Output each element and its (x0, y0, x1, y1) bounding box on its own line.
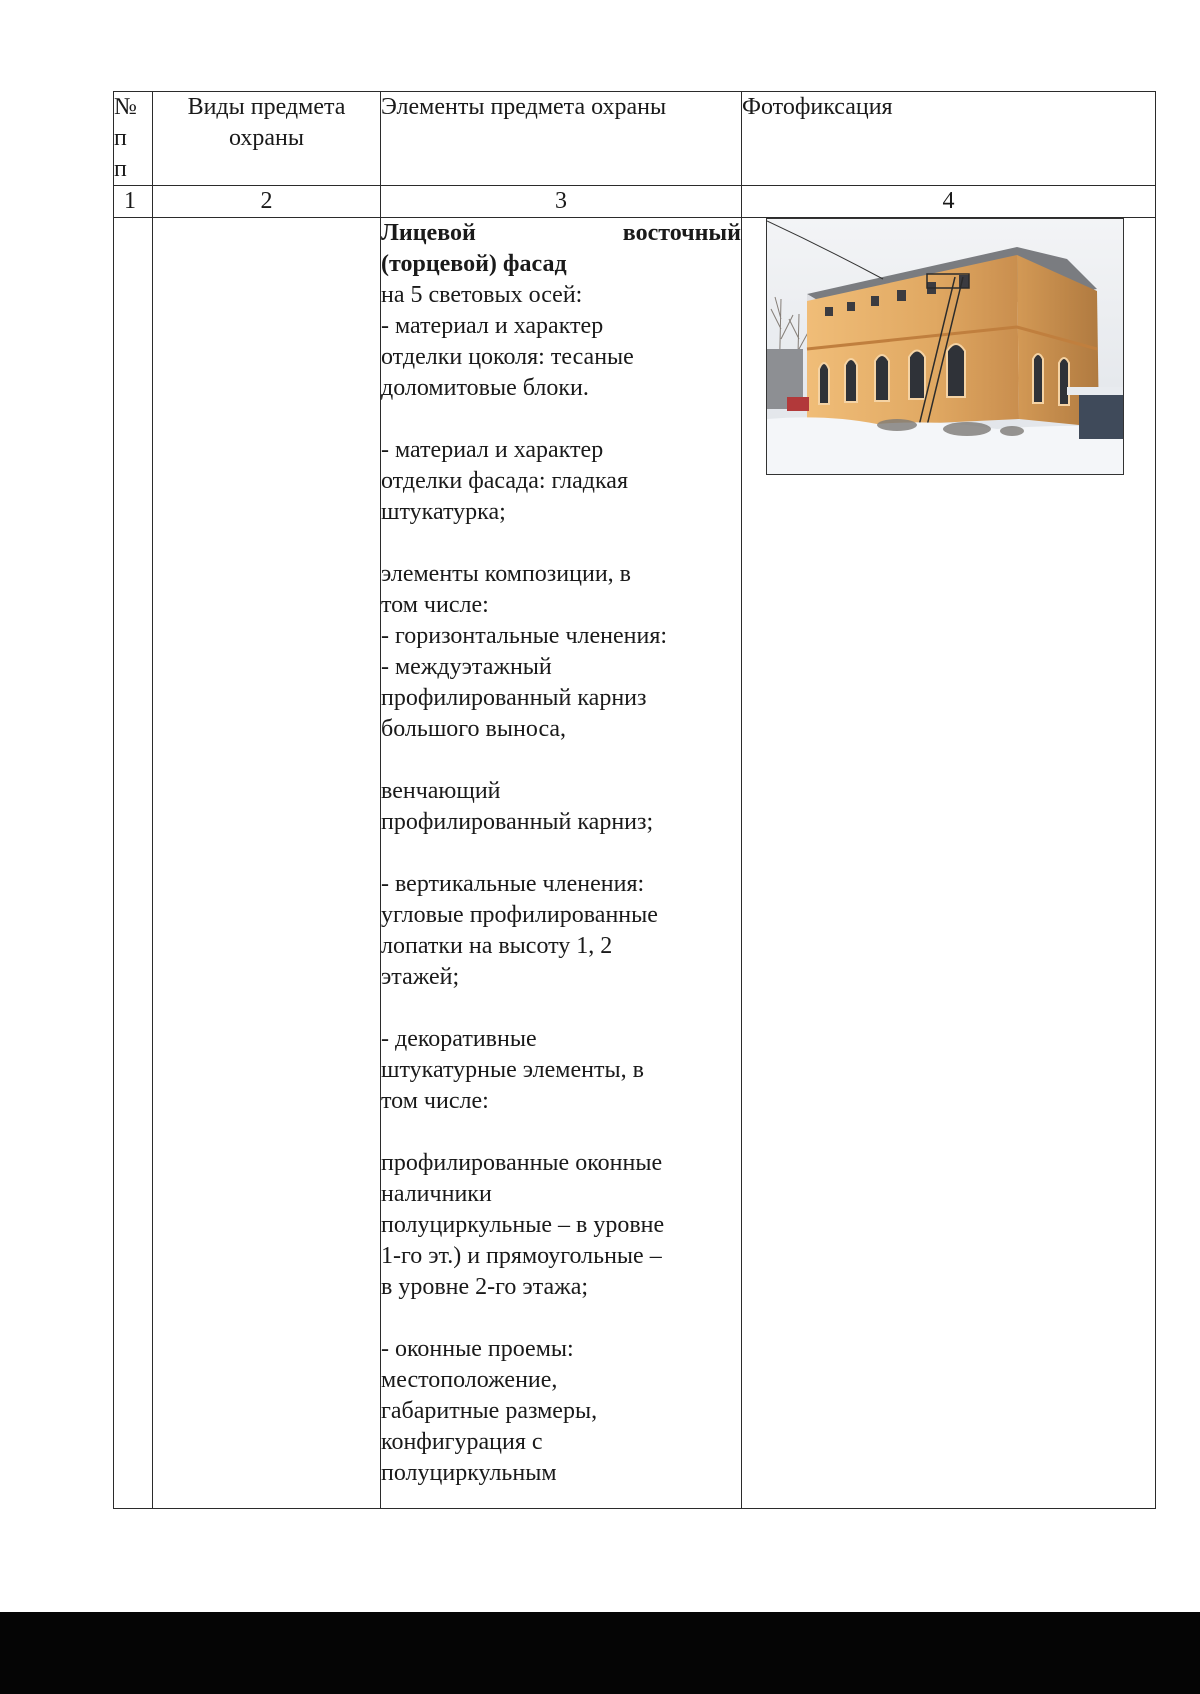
description-line: на 5 световых осей: (381, 282, 583, 308)
description-line: полуциркульные – в уровне (381, 1212, 665, 1238)
description-line: угловые профилированные (381, 902, 658, 928)
building-photo (766, 218, 1124, 475)
description-line: 1-го эт.) и прямоугольные – (381, 1243, 662, 1269)
description-line: штукатурные элементы, в (381, 1057, 644, 1083)
description-line: - оконные проемы: (381, 1336, 574, 1362)
description-line: отделки цоколя: тесаные (381, 344, 634, 370)
description-line: том числе: (381, 1088, 489, 1114)
description-line: штукатурка; (381, 499, 506, 525)
description-line: в уровне 2-го этажа; (381, 1274, 589, 1300)
description-lines (381, 280, 741, 1489)
table-row (114, 218, 1156, 1509)
row-photo-cell (742, 218, 1156, 1509)
description-line: лопатки на высоту 1, 2 (381, 933, 613, 959)
description-line: наличники (381, 1181, 492, 1207)
description-line: конфигурация с (381, 1429, 543, 1455)
row-type-cell (153, 218, 381, 1509)
facade-title-word: Лицевой (381, 220, 476, 246)
description-line: этажей; (381, 964, 460, 990)
description-line: элементы композиции, в (381, 561, 631, 587)
column-number: 1 (114, 186, 153, 218)
building-photo-image (767, 219, 1123, 474)
description-line: профилированный карниз (381, 685, 647, 711)
description-line: - декоративные (381, 1026, 537, 1052)
description-line: профилированный карниз; (381, 809, 654, 835)
description-line: венчающий (381, 778, 501, 804)
column-number: 2 (153, 186, 381, 218)
header-number-line: п (114, 125, 127, 151)
blank-line (381, 1117, 741, 1148)
blank-line (381, 1303, 741, 1334)
description-line: том числе: (381, 592, 489, 618)
facade-title-line1 (381, 218, 741, 249)
header-elements: Элементы предмета охраны (381, 92, 742, 186)
blank-line (381, 993, 741, 1024)
scan-bottom-band (0, 1612, 1200, 1694)
description-line: - горизонтальные членения: (381, 623, 668, 649)
protection-subject-table (113, 91, 1156, 1509)
description-line: полуциркульным (381, 1460, 557, 1486)
header-types: Виды предмета охраны (153, 92, 381, 186)
column-number: 4 (742, 186, 1156, 218)
description-line: габаритные размеры, (381, 1398, 598, 1424)
column-number: 3 (381, 186, 742, 218)
blank-line (381, 838, 741, 869)
row-elements-cell (381, 218, 742, 1509)
description-line: отделки фасада: гладкая (381, 468, 628, 494)
blank-line (381, 404, 741, 435)
description-line: доломитовые блоки. (381, 375, 589, 401)
description-line: большого выноса, (381, 716, 567, 742)
facade-title-line2: (торцевой) фасад (381, 251, 567, 277)
description-line: - вертикальные членения: (381, 871, 645, 897)
facade-title-word: восточный (622, 220, 741, 246)
description-line: - материал и характер (381, 313, 604, 339)
header-number-line: п (114, 156, 127, 182)
blank-line (381, 745, 741, 776)
description-line: местоположение, (381, 1367, 558, 1393)
blank-line (381, 528, 741, 559)
description-line: - материал и характер (381, 437, 604, 463)
header-row (114, 92, 1156, 186)
header-number-line: № (114, 94, 137, 120)
row-number-cell (114, 218, 153, 1509)
header-photo: Фотофиксация (742, 92, 1156, 186)
description-line: - междуэтажный (381, 654, 552, 680)
column-number-row (114, 186, 1156, 218)
description-line: профилированные оконные (381, 1150, 663, 1176)
header-number (114, 92, 153, 186)
